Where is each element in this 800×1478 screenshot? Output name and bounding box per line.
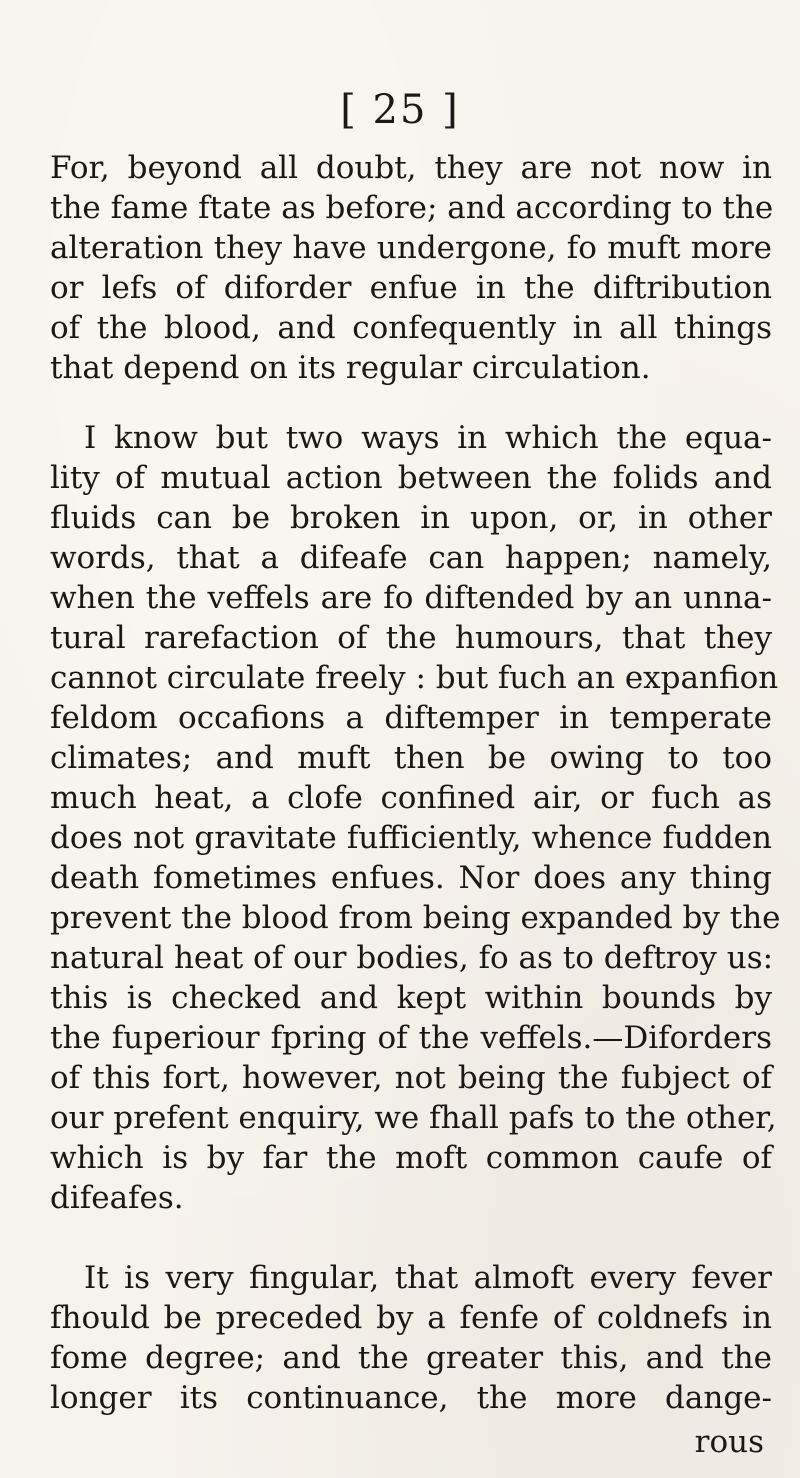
text-line: does not gravitate fufficiently, whence fudden <box>50 820 772 856</box>
text-line: I know but two ways in which the equa- <box>84 420 772 456</box>
text-line: alteration they have undergone, fo muft more <box>50 230 772 266</box>
text-line: much heat, a clofe confined air, or fuch as <box>50 780 772 816</box>
text-line: the fuperiour fpring of the veffels.—Diforders <box>50 1020 772 1056</box>
text-line: the fame ftate as before; and according to the <box>50 190 774 226</box>
catchword: rous <box>694 1424 764 1460</box>
text-line: fhould be preceded by a fenfe of coldnefs in <box>50 1300 772 1336</box>
paragraph-3 <box>50 1258 772 1418</box>
text-line: of the blood, and confequently in all things <box>50 310 772 346</box>
text-line: words, that a difeafe can happen; namely, <box>50 540 772 576</box>
paragraph-1 <box>50 148 772 388</box>
text-line: It is very fingular, that almoft every fever <box>84 1260 772 1296</box>
text-line: feldom occafions a diftemper in temperate <box>50 700 772 736</box>
text-line: lity of mutual action between the folids and <box>50 460 772 496</box>
text-line: death fometimes enfues. Nor does any thing <box>50 860 772 896</box>
text-line: this is checked and kept within bounds by <box>50 980 772 1016</box>
text-line: fluids can be broken in upon, or, in other <box>50 500 772 536</box>
page-number: [ 25 ] <box>340 87 460 133</box>
text-line: For, beyond all doubt, they are not now in <box>50 150 772 186</box>
text-line: which is by far the moft common caufe of <box>50 1140 772 1176</box>
text-line: climates; and muft then be owing to too <box>50 740 772 776</box>
text-line: longer its continuance, the more dange- <box>50 1380 772 1416</box>
text-line: natural heat of our bodies, fo as to deftroy us: <box>50 940 774 976</box>
text-line: prevent the blood from being expanded by the <box>50 900 781 936</box>
text-line: or lefs of diforder enfue in the diftribution <box>50 270 772 306</box>
paragraph-2 <box>50 418 781 1218</box>
text-line: of this fort, however, not being the fubject of <box>50 1060 772 1096</box>
text-line: our prefent enquiry, we fhall pafs to the other, <box>50 1100 777 1136</box>
text-line: when the veffels are fo diftended by an unna- <box>50 580 772 616</box>
text-line: tural rarefaction of the humours, that they <box>50 620 772 656</box>
text-line: fome degree; and the greater this, and the <box>50 1340 772 1376</box>
text-line: difeafes. <box>50 1180 184 1216</box>
text-line: that depend on its regular circulation. <box>50 350 651 386</box>
text-line: cannot circulate freely : but fuch an expanfion <box>50 660 779 696</box>
